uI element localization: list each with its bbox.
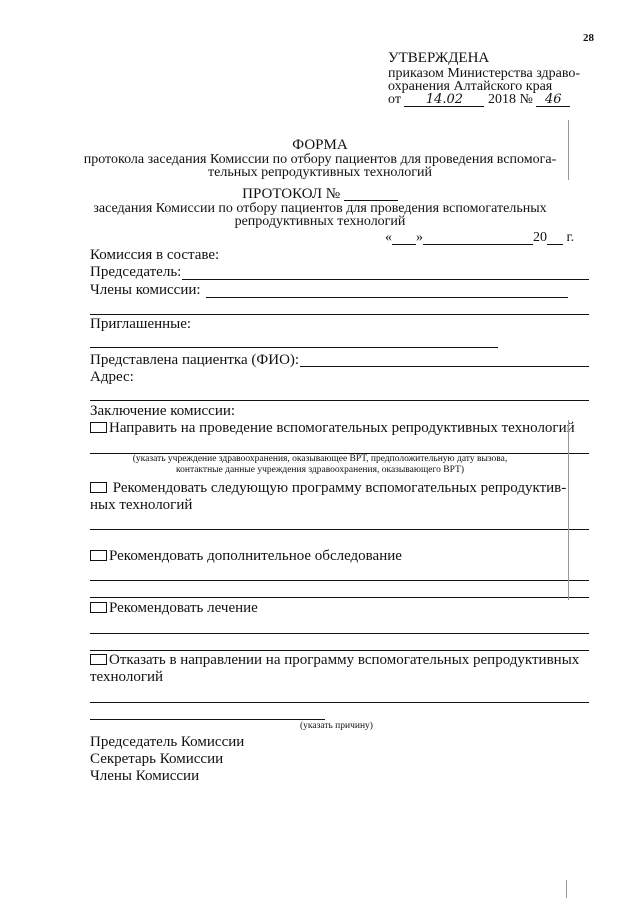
recommend-program-label-2: ных технологий bbox=[90, 497, 193, 513]
scan-margin-mark bbox=[568, 420, 569, 600]
option-recommend-treatment[interactable] bbox=[90, 600, 258, 617]
members-line bbox=[206, 297, 568, 298]
patient-label: Представлена пациентка (ФИО): bbox=[90, 352, 300, 368]
date-month-blank bbox=[423, 232, 533, 245]
recommend-program-checkbox[interactable] bbox=[90, 482, 107, 493]
approval-line-1: приказом Министерства здраво- bbox=[388, 66, 581, 81]
date-year-blank bbox=[547, 232, 563, 245]
scan-margin-mark bbox=[566, 880, 567, 898]
refuse-line-2 bbox=[90, 719, 325, 720]
reason-caption: (указать причину) bbox=[300, 721, 373, 731]
recommend-exam-checkbox[interactable] bbox=[90, 550, 107, 561]
refuse-label-2: технологий bbox=[90, 669, 164, 685]
refuse-label-1: Отказать в направлении на программу вспомогательных репродуктивных bbox=[109, 652, 580, 668]
address-label: Адрес: bbox=[90, 369, 134, 385]
chairman-label: Председатель: bbox=[90, 264, 182, 280]
option-refer[interactable] bbox=[90, 420, 575, 437]
approval-date-handwritten: 14.02 bbox=[404, 94, 484, 107]
option-refuse[interactable] bbox=[90, 652, 579, 669]
date-day-blank bbox=[392, 232, 416, 245]
refer-caption-2: контактные данные учреждения здравоохранения, оказывающего ВРТ) bbox=[175, 465, 464, 475]
chairman-line bbox=[182, 279, 589, 280]
commission-composition-label: Комиссия в составе: bbox=[90, 247, 220, 263]
recommend-treatment-checkbox[interactable] bbox=[90, 602, 107, 613]
conclusion-label: Заключение комиссии: bbox=[90, 403, 236, 419]
refuse-checkbox[interactable] bbox=[90, 654, 107, 665]
approval-date-prefix: от bbox=[388, 92, 401, 107]
recommend-treatment-line-2 bbox=[90, 650, 589, 651]
recommend-program-line bbox=[90, 529, 589, 530]
form-subtitle-line-2: тельных репродуктивных технологий bbox=[208, 165, 432, 180]
address-line bbox=[90, 400, 589, 401]
protocol-subtitle-line-1: заседания Комиссии по отбору пациентов для проведения вспомогательных bbox=[93, 201, 547, 216]
members-line-2 bbox=[90, 314, 589, 315]
recommend-exam-line-2 bbox=[90, 597, 589, 598]
signature-secretary: Секретарь Комиссии bbox=[90, 751, 224, 767]
protocol-number-blank bbox=[344, 188, 398, 201]
form-title: ФОРМА bbox=[292, 137, 348, 153]
signature-members: Члены Комиссии bbox=[90, 768, 200, 784]
date-open-quote: « bbox=[385, 230, 392, 245]
refer-checkbox[interactable] bbox=[90, 422, 107, 433]
approval-number-handwritten: 46 bbox=[536, 94, 570, 107]
option-recommend-exam[interactable] bbox=[90, 548, 402, 565]
page-number: 28 bbox=[583, 32, 594, 44]
invited-line bbox=[90, 347, 498, 348]
recommend-program-label-1: Рекомендовать следующую программу вспомогательных репродуктив- bbox=[112, 480, 567, 496]
recommend-exam-line-1 bbox=[90, 580, 589, 581]
signature-chairman: Председатель Комиссии bbox=[90, 734, 245, 750]
scan-margin-mark bbox=[568, 120, 569, 180]
recommend-exam-label: Рекомендовать дополнительное обследование bbox=[109, 548, 402, 564]
date-year: 20 bbox=[533, 230, 547, 245]
approval-title: УТВЕРЖДЕНА bbox=[388, 50, 490, 66]
protocol-title: ПРОТОКОЛ № bbox=[242, 186, 341, 202]
recommend-treatment-label: Рекомендовать лечение bbox=[109, 600, 258, 616]
invited-label: Приглашенные: bbox=[90, 316, 192, 332]
patient-line bbox=[300, 366, 589, 367]
date-suffix: г. bbox=[566, 230, 575, 245]
protocol-subtitle-line-2: репродуктивных технологий bbox=[234, 214, 406, 229]
members-label: Члены комиссии: bbox=[90, 282, 201, 298]
approval-line-2: охранения Алтайского края bbox=[388, 79, 553, 94]
refuse-line-1 bbox=[90, 702, 589, 703]
approval-year: 2018 № bbox=[487, 92, 533, 107]
protocol-date-row bbox=[385, 230, 574, 246]
form-subtitle-line-1: протокола заседания Комиссии по отбору пациентов для проведения вспомога- bbox=[83, 152, 557, 167]
option-recommend-program[interactable] bbox=[90, 480, 566, 497]
date-close-quote: » bbox=[416, 230, 423, 245]
approval-date-line bbox=[388, 93, 570, 107]
recommend-treatment-line-1 bbox=[90, 633, 589, 634]
refer-caption-1: (указать учреждение здравоохранения, оказывающее ВРТ, предположительную дату вызова, bbox=[132, 454, 508, 464]
refer-label: Направить на проведение вспомогательных репродуктивных технологий bbox=[109, 420, 575, 436]
